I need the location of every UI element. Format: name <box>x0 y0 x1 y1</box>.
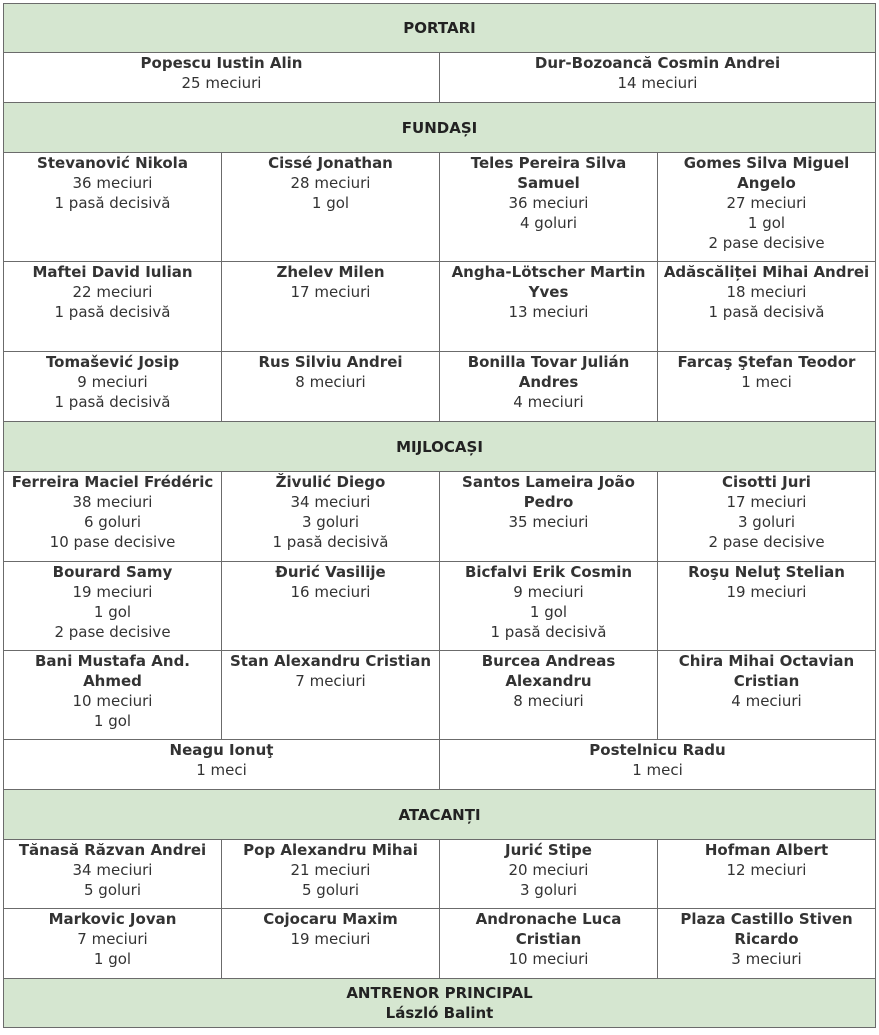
player-stat: 28 meciuri <box>290 174 371 192</box>
player-stat: 8 meciuri <box>295 373 366 391</box>
player-name: Bicfalvi Erik Cosmin <box>464 563 633 581</box>
player-stat: 1 pasă decisivă <box>54 393 171 411</box>
player-stat: 10 meciuri <box>72 692 153 710</box>
player-name: Neagu Ionuţ <box>169 741 274 759</box>
section-header-coach: ANTRENOR PRINCIPAL <box>346 984 533 1002</box>
player-stat: 1 gol <box>93 603 132 621</box>
player-cell <box>222 472 440 562</box>
player-stat: 7 meciuri <box>77 930 148 948</box>
player-cell <box>4 740 440 790</box>
player-cell <box>440 472 658 562</box>
player-name: Cissé Jonathan <box>268 154 393 172</box>
player-name: Dur-Bozoancă Cosmin Andrei <box>534 54 781 72</box>
player-stat: 34 meciuri <box>72 861 153 879</box>
player-name: Cisotti Juri <box>722 473 811 491</box>
player-stat: 2 pase decisive <box>54 623 171 641</box>
player-name: Hofman Albert <box>704 841 829 859</box>
player-cell <box>440 740 876 790</box>
player-stat: 8 meciuri <box>513 692 584 710</box>
player-name: Santos Lameira João Pedro <box>462 473 635 511</box>
player-stat: 1 gol <box>93 712 132 730</box>
player-name: Chira Mihai Octavian Cristian <box>678 652 855 690</box>
player-name: Maftei David Iulian <box>32 263 193 281</box>
player-stat: 10 pase decisive <box>49 533 176 551</box>
player-cell <box>222 840 440 909</box>
player-name: Gomes Silva Miguel Angelo <box>683 154 850 192</box>
player-name: Andronache Luca Cristian <box>475 910 622 948</box>
player-stat: 17 meciuri <box>726 493 807 511</box>
player-cell <box>440 562 658 651</box>
player-stat: 9 meciuri <box>77 373 148 391</box>
player-cell <box>658 840 876 909</box>
player-cell <box>4 840 222 909</box>
player-cell <box>222 153 440 262</box>
player-name: Bonilla Tovar Julián Andres <box>467 353 630 391</box>
player-name: Teles Pereira Silva Samuel <box>470 154 627 192</box>
player-name: Stan Alexandru Cristian <box>229 652 432 670</box>
player-stat: 17 meciuri <box>290 283 371 301</box>
player-name: Ferreira Maciel Frédéric <box>11 473 214 491</box>
player-name: Plaza Castillo Stiven Ricardo <box>680 910 853 948</box>
player-cell <box>658 262 876 352</box>
player-name: Roşu Neluţ Stelian <box>688 563 845 581</box>
player-stat: 38 meciuri <box>72 493 153 511</box>
player-stat: 1 meci <box>632 761 683 779</box>
player-cell <box>222 651 440 740</box>
player-name: Popescu Iustin Alin <box>140 54 303 72</box>
player-name: Markovic Jovan <box>48 910 177 928</box>
player-cell <box>440 651 658 740</box>
player-stat: 7 meciuri <box>295 672 366 690</box>
player-name: Cojocaru Maxim <box>263 910 398 928</box>
player-name: Farcaş Ştefan Teodor <box>677 353 856 371</box>
player-cell <box>658 352 876 422</box>
player-stat: 27 meciuri <box>726 194 807 212</box>
section-header-forwards: ATACANȚI <box>4 790 876 840</box>
player-name: Jurić Stipe <box>505 841 592 859</box>
player-cell <box>222 562 440 651</box>
coach-cell <box>4 979 876 1028</box>
player-stat: 22 meciuri <box>72 283 153 301</box>
player-stat: 4 meciuri <box>513 393 584 411</box>
player-stat: 18 meciuri <box>726 283 807 301</box>
roster-table <box>3 3 876 1028</box>
player-cell <box>4 909 222 979</box>
player-name: Tănasă Răzvan Andrei <box>18 841 207 859</box>
player-cell <box>222 909 440 979</box>
player-cell <box>222 352 440 422</box>
player-cell <box>4 352 222 422</box>
player-name: Stevanović Nikola <box>37 154 188 172</box>
player-cell <box>440 909 658 979</box>
player-stat: 6 goluri <box>83 513 142 531</box>
player-stat: 10 meciuri <box>508 950 589 968</box>
player-stat: 1 pasă decisivă <box>54 303 171 321</box>
player-name: Đurić Vasilije <box>275 563 386 581</box>
player-stat: 2 pase decisive <box>708 533 825 551</box>
player-cell <box>222 262 440 352</box>
player-stat: 19 meciuri <box>290 930 371 948</box>
player-name: Burcea Andreas Alexandru <box>481 652 616 690</box>
player-stat: 13 meciuri <box>508 303 589 321</box>
player-cell <box>440 262 658 352</box>
player-name: Zhelev Milen <box>276 263 385 281</box>
player-stat: 1 meci <box>741 373 792 391</box>
player-stat: 1 gol <box>529 603 568 621</box>
player-name: Postelnicu Radu <box>589 741 726 759</box>
player-stat: 9 meciuri <box>513 583 584 601</box>
player-cell <box>4 53 440 103</box>
player-stat: 3 goluri <box>737 513 796 531</box>
player-cell <box>4 472 222 562</box>
player-stat: 1 gol <box>311 194 350 212</box>
coach-name: László Balint <box>385 1004 494 1022</box>
player-stat: 19 meciuri <box>726 583 807 601</box>
player-stat: 1 gol <box>93 950 132 968</box>
player-stat: 36 meciuri <box>72 174 153 192</box>
player-stat: 19 meciuri <box>72 583 153 601</box>
player-cell <box>440 840 658 909</box>
player-stat: 4 goluri <box>519 214 578 232</box>
player-name: Tomašević Josip <box>45 353 180 371</box>
section-header-goalkeepers: PORTARI <box>4 4 876 53</box>
player-stat: 1 pasă decisivă <box>708 303 825 321</box>
player-name: Bani Mustafa And. Ahmed <box>34 652 191 690</box>
player-name: Živulić Diego <box>275 473 386 491</box>
player-stat: 1 pasă decisivă <box>54 194 171 212</box>
player-stat: 5 goluri <box>301 881 360 899</box>
player-stat: 3 goluri <box>519 881 578 899</box>
player-stat: 14 meciuri <box>617 74 698 92</box>
player-stat: 34 meciuri <box>290 493 371 511</box>
player-stat: 36 meciuri <box>508 194 589 212</box>
player-stat: 20 meciuri <box>508 861 589 879</box>
player-cell <box>658 909 876 979</box>
player-cell <box>440 352 658 422</box>
player-stat: 1 pasă decisivă <box>272 533 389 551</box>
player-name: Bourard Samy <box>52 563 173 581</box>
player-name: Angha-Lötscher Martin Yves <box>451 263 646 301</box>
player-stat: 3 meciuri <box>731 950 802 968</box>
player-cell <box>658 562 876 651</box>
player-name: Rus Silviu Andrei <box>258 353 403 371</box>
player-cell <box>440 153 658 262</box>
player-stat: 5 goluri <box>83 881 142 899</box>
player-cell <box>4 153 222 262</box>
player-cell <box>658 651 876 740</box>
player-stat: 21 meciuri <box>290 861 371 879</box>
player-stat: 4 meciuri <box>731 692 802 710</box>
player-cell <box>658 153 876 262</box>
player-cell <box>658 472 876 562</box>
player-stat: 1 meci <box>196 761 247 779</box>
player-cell <box>4 651 222 740</box>
player-stat: 25 meciuri <box>181 74 262 92</box>
player-stat: 35 meciuri <box>508 513 589 531</box>
player-name: Adăscăliței Mihai Andrei <box>663 263 870 281</box>
player-cell <box>4 562 222 651</box>
player-stat: 2 pase decisive <box>708 234 825 252</box>
section-header-defenders: FUNDAȘI <box>4 103 876 153</box>
player-cell <box>440 53 876 103</box>
section-header-midfielders: MIJLOCAȘI <box>4 422 876 472</box>
player-stat: 12 meciuri <box>726 861 807 879</box>
player-stat: 1 pasă decisivă <box>490 623 607 641</box>
player-stat: 1 gol <box>747 214 786 232</box>
player-stat: 16 meciuri <box>290 583 371 601</box>
player-stat: 3 goluri <box>301 513 360 531</box>
player-cell <box>4 262 222 352</box>
player-name: Pop Alexandru Mihai <box>243 841 418 859</box>
